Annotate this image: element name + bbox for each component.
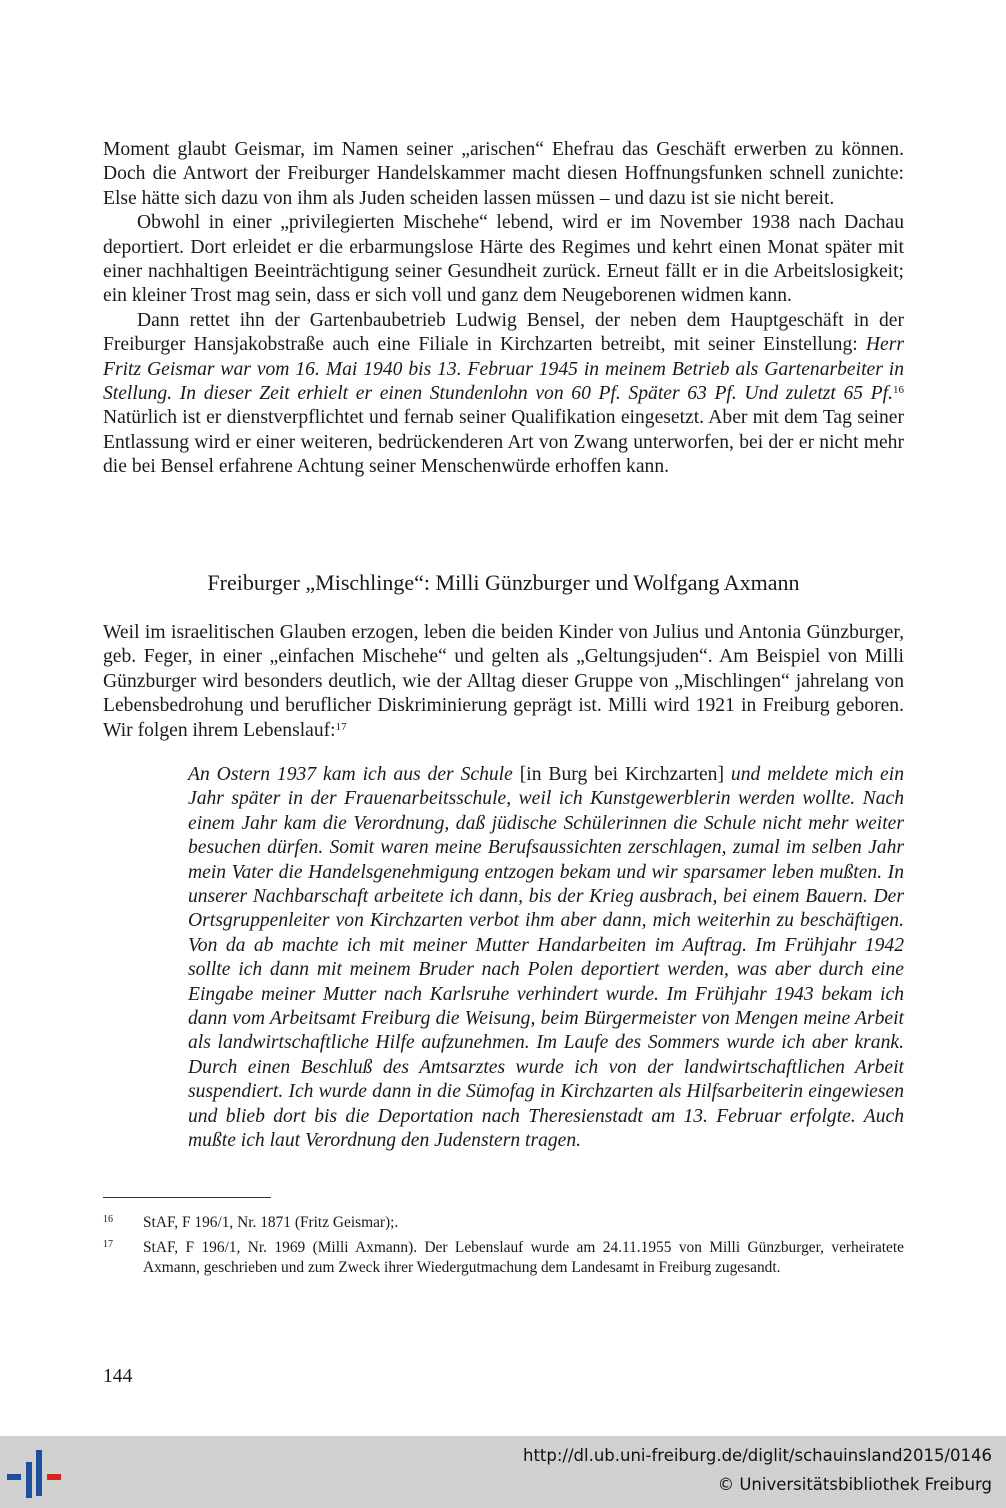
footnote xyxy=(103,1238,904,1279)
footnote xyxy=(103,1213,904,1234)
paragraph: Weil im israelitischen Glauben erzogen, leben die beiden Kinder von Julius und Antonia Günzburger, geb. Feger, in einer „einfachen Mischehe“ und gelten als „Geltungsjuden“. Am Beispiel von Milli Günzburger wird besonders deutlich, wie der Alltag dieser Gruppe von „Mischlingen“ jahrelang von Lebensbedrohung und beruflicher Diskriminierung geprägt ist. Milli wird 1921 in Freiburg geboren. Wir folgen ihrem Lebenslauf:$^{17}$ xyxy=(103,622,904,741)
footnote-number: 16 xyxy=(103,1214,113,1225)
paragraph: Dann rettet ihn der Gartenbaubetrieb Ludwig Bensel, der neben dem Hauptgeschäft in der Freiburger Hansjakobstraße auch eine Filiale in Kirchzarten betreibt, mit seiner Einstellung: Herr Fritz Geismar war vom 16. Mai 1940 bis 13. Februar 1945 in meinem Betrieb als Gartenarbeiter in Stellung. In dieser Zeit erhielt er einen Stundenlohn von 60 Pf. Später 63 Pf. Und zuletzt 65 Pf.$^{16}$ Natürlich ist er dienstverpflichtet und fernab seiner Qualifikation eingesetzt. Aber mit dem Tag seiner Entlassung wird er einer weiteren, bedrückenderen Art von Zwang unterworfen, bei der er nicht mehr die bei Bensel erfahrene Achtung seiner Menschenwürde erhoffen kann. xyxy=(103,309,904,478)
footnotes xyxy=(103,1213,904,1283)
page-number: 144 xyxy=(103,1366,133,1387)
section-heading: Freiburger „Mischlinge“: Milli Günzburger und Wolfgang Axmann xyxy=(207,570,800,595)
copyright-text: © Universitätsbibliothek Freiburg xyxy=(717,1475,992,1494)
document-url-link[interactable]: http://dl.ub.uni-freiburg.de/diglit/schauinsland2015/0146 xyxy=(522,1446,992,1465)
paragraph: Obwohl in einer „privilegierten Mischehe“ lebend, wird er im November 1938 nach Dachau deportiert. Dort erleidet er die erbarmungslose Härte des Regimes und kehrt einen Monat später mit einer nachhaltigen Beeinträchtigung seiner Gesundheit zurück. Erneut fällt er in die Arbeitslosigkeit; ein kleiner Trost mag sein, dass er sich voll und ganz dem Neugeborenen widmen kann. xyxy=(103,212,904,307)
text-block-guenzburger xyxy=(103,621,904,743)
footnote-divider xyxy=(103,1197,271,1198)
footnote-text: StAF, F 196/1, Nr. 1871 (Fritz Geismar);. xyxy=(143,1214,399,1231)
text-block-geismar xyxy=(103,138,904,480)
employer-quote: Herr Fritz Geismar war vom 16. Mai 1940 bis 13. Februar 1945 in meinem Betrieb als Gartenarbeiter in Stellung. In dieser Zeit erhielt er einen Stundenlohn von 60 Pf. Später 63 Pf. Und zuletzt 65 Pf. xyxy=(103,334,904,405)
block-quote-lebenslauf: An Ostern 1937 kam ich aus der Schule [in Burg bei Kirchzarten] und meldete mich ein Jahr später in der Frauenarbeitsschule, weil ich Kunstgewerblerin werden wollte. Nach einem Jahr kam die Verordnung, daß jüdische Schülerinnen die Schule nicht mehr weiter besuchen dürfen. Somit waren meine Berufsaussichten zerschlagen, zumal im selben Jahr mein Vater die Handelsgenehmigung entzogen bekam und wir sparsamer leben mußten. In unserer Nachbarschaft arbeitete ich dann, bis der Krieg ausbrach, bei einem Bauern. Der Ortsgruppenleiter von Kirchzarten verbot ihm aber dann, mich weiterhin zu beschäftigen. Von da ab machte ich mit meiner Mutter Handarbeiten im Auftrag. Im Frühjahr 1942 sollte ich dann mit meinem Bruder nach Polen deportiert werden, was aber durch eine Eingabe meiner Mutter nach Karlsruhe verhindert wurde. Im Frühjahr 1943 bekam ich dann vom Arbeitsamt Freiburg die Weisung, beim Bürgermeister von Mengen meine Arbeit als landwirtschaftliche Hilfe aufzunehmen. Im Laufe des Sommers wurde ich aber krank. Durch einen Beschluß des Amtsarztes wurde ich von der landwirtschaftlichen Arbeit suspendiert. Ich wurde dann in die Sümofag in Kirchzarten als Hilfsarbeiterin eingewiesen und blieb dort bis die Deportation nach Theresienstadt am 13. Februar erfolgte. Auch mußte ich laut Verordnung den Judenstern tragen. xyxy=(188,764,904,1152)
footnote-text: StAF, F 196/1, Nr. 1969 (Milli Axmann). Der Lebenslauf wurde am 24.11.1955 von Milli Günzburger, verheiratete Axmann, geschrieben und zum Zweck ihrer Wiedergutmachung dem Landesamt in Freiburg zugesandt. xyxy=(143,1238,904,1276)
ub-freiburg-logo-icon[interactable] xyxy=(4,1444,64,1500)
paragraph: Moment glaubt Geismar, im Namen seiner „arischen“ Ehefrau das Geschäft erwerben zu können. Doch die Antwort der Freiburger Handelskammer macht diesen Hoffnungsfunken schnell zunichte: Else hätte sich dazu von ihm als Juden scheiden lassen müssen – und dazu ist sie nicht bereit. xyxy=(103,139,904,209)
footnote-number: 17 xyxy=(103,1238,113,1250)
viewer-footer-bar xyxy=(0,1436,1006,1508)
footnote-ref[interactable]: 16 xyxy=(893,384,904,397)
footnote-ref[interactable]: 17 xyxy=(335,720,347,733)
